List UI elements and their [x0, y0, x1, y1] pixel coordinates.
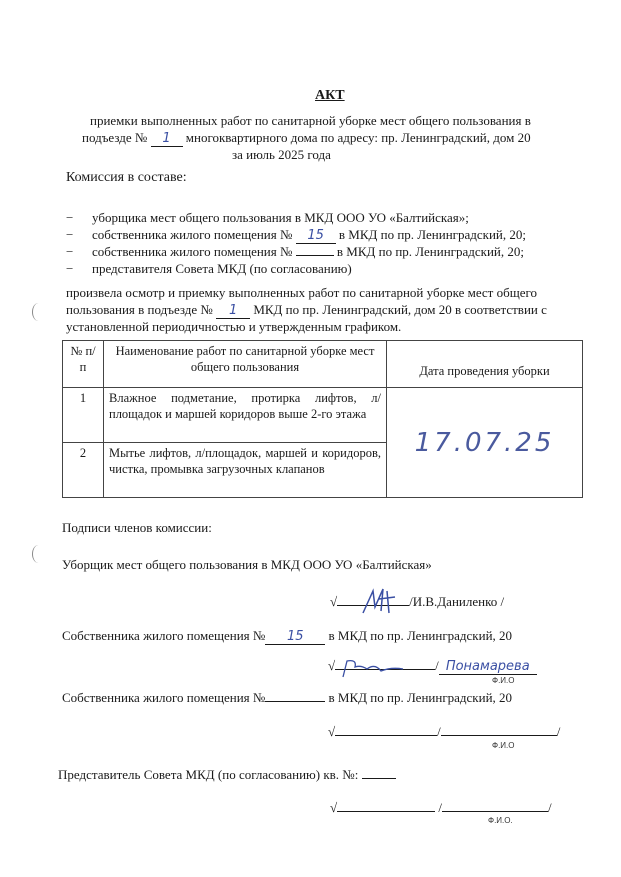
check-mark: √	[330, 800, 338, 815]
cleaner-label: Уборщик мест общего пользования в МКД ООО УО «Балтийская»	[62, 557, 432, 572]
member-4-text: представителя Совета МКД (по согласованию)	[92, 261, 352, 276]
bullet: −	[66, 227, 74, 242]
commission-heading: Комиссия в составе:	[66, 170, 187, 185]
commission-member-4	[66, 261, 352, 277]
punch-hole-bottom	[32, 545, 45, 563]
commission-member-3	[66, 244, 524, 260]
works-table	[62, 340, 583, 498]
owner-2-post: в МКД по пр. Ленинградский, 20	[328, 690, 513, 705]
owner-2-line	[62, 690, 512, 706]
owner-1-apartment-value: 15	[287, 629, 304, 644]
owner-2-fio	[441, 735, 557, 736]
intro-line-2-pre: подъезде №	[82, 130, 148, 145]
cleaner-name: /И.В.Даниленко /	[409, 594, 505, 609]
entrance-number-value: 1	[162, 131, 171, 146]
header-date: Дата проведения уборки	[387, 341, 583, 388]
intro-line-2-post: многоквартирного дома по адресу: пр. Ленинградский, дом 20	[185, 130, 531, 145]
representative-label: Представитель Совета МКД (по согласованию) кв. №:	[58, 767, 359, 782]
entrance-number-value: 1	[228, 303, 238, 318]
representative-line	[58, 767, 396, 783]
bullet: −	[66, 244, 74, 259]
owner-1-signature	[335, 669, 435, 670]
bullet: −	[66, 210, 74, 225]
owner-1-line	[62, 628, 512, 645]
apartment-number-value: 15	[307, 228, 324, 243]
document-title: АКТ	[315, 88, 345, 103]
check-mark: √	[328, 724, 336, 739]
bullet: −	[66, 261, 74, 276]
member-2-post: в МКД по пр. Ленинградский, 20;	[338, 227, 527, 242]
check-mark: √	[330, 594, 338, 609]
handwritten-signature-icon	[359, 587, 399, 617]
row-1-name: Влажное подметание, протирка лифтов, л/площадок и маршей коридоров выше 2-го этажа	[104, 388, 387, 443]
member-3-pre: собственника жилого помещения №	[92, 244, 293, 259]
owner-2-signature-line: √ / /	[328, 724, 561, 739]
fio-label-2: Ф.И.О	[492, 741, 515, 750]
member-1-text: уборщика мест общего пользования в МКД ООО УО «Балтийская»;	[92, 210, 469, 225]
member-2-pre: собственника жилого помещения №	[92, 227, 293, 242]
owner-2-signature	[335, 735, 437, 736]
row-1-num: 1	[63, 388, 104, 443]
body-line-2-pre: пользования в подъезде №	[66, 302, 213, 317]
apartment-number-field	[296, 227, 336, 244]
header-num: № п/п	[63, 341, 104, 388]
table-row	[63, 388, 583, 443]
punch-hole-top	[32, 303, 45, 321]
cleaner-signature-line	[330, 594, 504, 610]
cleaner-signature	[337, 605, 409, 606]
representative-fio	[442, 811, 548, 812]
owner-1-post: в МКД по пр. Ленинградский, 20	[328, 628, 513, 643]
body-line-2	[66, 302, 547, 319]
header-name: Наименование работ по санитарной уборке мест общего пользования	[104, 341, 387, 388]
table-header-row	[63, 341, 583, 388]
row-2-name: Мытье лифтов, л/площадок, маршей и коридоров, чистка, промывка загрузочных клапанов	[104, 443, 387, 498]
representative-apartment-field	[362, 778, 396, 779]
body-line-3: установленной периодичностью и утвержденным графиком.	[66, 319, 402, 334]
commission-member-1	[66, 210, 469, 226]
representative-signature-line: √ / /	[330, 800, 552, 815]
owner-1-apartment-field	[265, 628, 325, 645]
date-cell	[387, 388, 583, 498]
entrance-number-field	[151, 130, 183, 147]
intro-line-2	[82, 130, 531, 147]
body-line-2-post: МКД по пр. Ленинградский, дом 20 в соответствии с	[253, 302, 547, 317]
intro-line-1: приемки выполненных работ по санитарной уборке мест общего пользования в	[90, 113, 531, 128]
body-line-1: произвела осмотр и приемку выполненных работ по санитарной уборке мест общего	[66, 285, 538, 300]
signatures-heading: Подписи членов комиссии:	[62, 520, 212, 535]
owner-1-signature-line: √ / Понамарева	[328, 658, 537, 675]
check-mark: √	[328, 658, 336, 673]
handwritten-date: 17.07.25	[414, 427, 555, 458]
apartment-number-field	[296, 255, 334, 256]
member-3-post: в МКД по пр. Ленинградский, 20;	[336, 244, 525, 259]
owner-1-fio	[439, 658, 537, 675]
commission-member-2	[66, 227, 526, 244]
owner-2-pre: Собственника жилого помещения №	[62, 690, 266, 705]
owner-1-fio-value: Понамарева	[445, 659, 530, 674]
fio-label-1: Ф.И.О	[492, 676, 515, 685]
representative-signature	[337, 811, 435, 812]
handwritten-signature-icon	[341, 657, 411, 681]
fio-label-3: Ф.И.О.	[488, 816, 513, 825]
owner-2-apartment-field	[265, 701, 325, 702]
intro-line-3: за июль 2025 года	[232, 147, 331, 162]
owner-1-pre: Собственника жилого помещения №	[62, 628, 266, 643]
row-2-num: 2	[63, 443, 104, 498]
entrance-number-field	[216, 302, 250, 319]
